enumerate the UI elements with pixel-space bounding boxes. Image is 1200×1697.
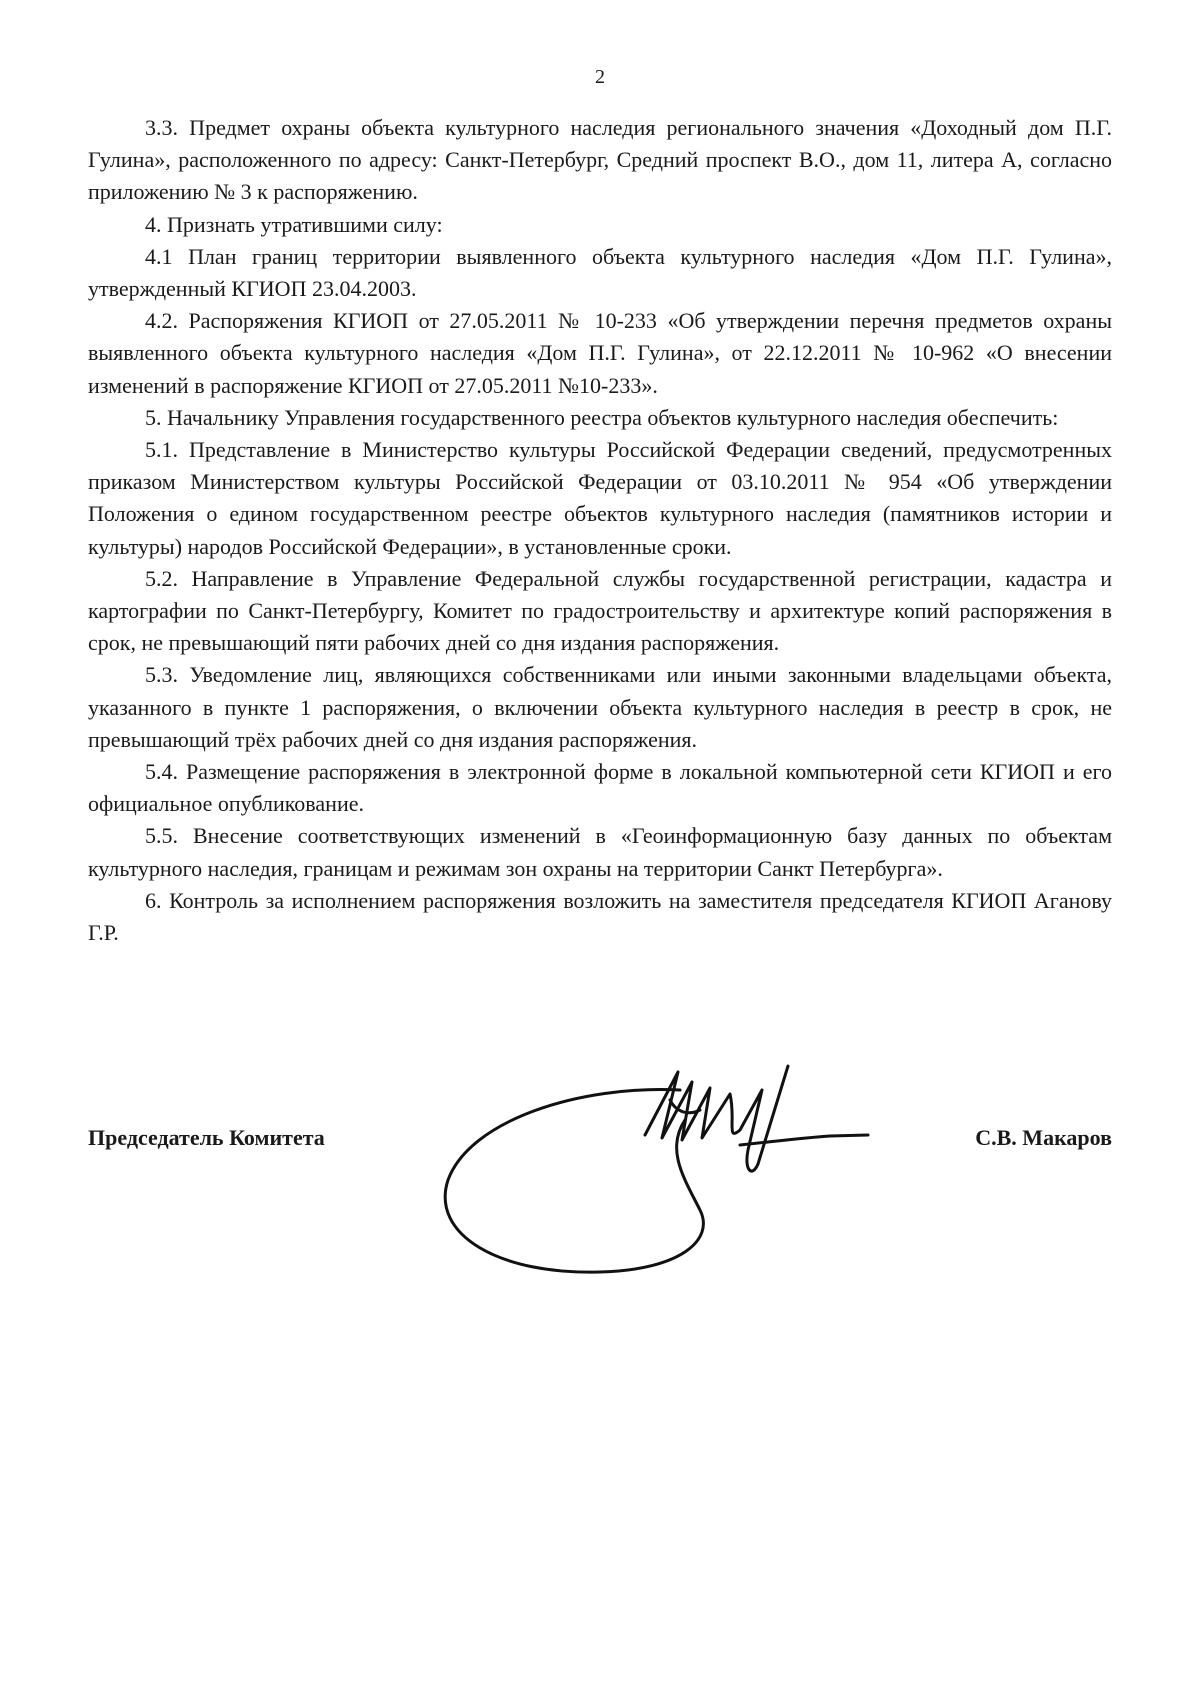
paragraph-5-3: 5.3. Уведомление лиц, являющихся собственниками или иными законными владельцами объекта, указанного в пункте 1 распоряжения, о включении объекта культурного наследия в реестр в срок, не превышающий трёх рабочих дней со дня издания распоряжения.	[88, 662, 1112, 752]
paragraph-5-5: 5.5. Внесение соответствующих изменений в «Геоинформационную базу данных по объектам культурного наследия, границам и режимам зон охраны на территории Санкт Петербурга».	[88, 823, 1112, 881]
paragraph-5-4: 5.4. Размещение распоряжения в электронной форме в локальной компьютерной сети КГИОП и его официальное опубликование.	[88, 759, 1112, 817]
paragraph-4-1: 4.1 План границ территории выявленного объекта культурного наследия «Дом П.Г. Гулина», утвержденный КГИОП 23.04.2003.	[88, 243, 1112, 302]
paragraph-5: 5. Начальнику Управления государственного реестра объектов культурного наследия обеспечить:	[145, 404, 1059, 430]
document-body	[88, 112, 1112, 949]
paragraph-4-2: 4.2. Распоряжения КГИОП от 27.05.2011 № 10-233 «Об утверждении перечня предметов охраны выявленного объекта культурного наследия «Дом П.Г. Гулина», от 22.12.2011 № 10-962 «О внесении изменений в распоряжение КГИОП от 27.05.2011 №10-233».	[88, 308, 1112, 398]
handwritten-signature	[430, 1060, 950, 1290]
signer-name: С.В. Макаров	[975, 1125, 1112, 1150]
paragraph-5-1: 5.1. Представление в Министерство культуры Российской Федерации сведений, предусмотренных приказом Министерством культуры Российской Федерации от 03.10.2011 № 954 «Об утверждении Положения о едином государственном реестре объектов культурного наследия (памятников истории и культуры) народов Российской Федерации», в установленные сроки.	[88, 437, 1112, 559]
signer-title: Председатель Комитета	[88, 1125, 325, 1150]
paragraph-6: 6. Контроль за исполнением распоряжения возложить на заместителя председателя КГИОП Аганову Г.Р.	[88, 887, 1112, 946]
paragraph-4: 4. Признать утратившими силу:	[145, 211, 443, 237]
paragraph-5-2: 5.2. Направление в Управление Федеральной службы государственной регистрации, кадастра и картографии по Санкт-Петербургу, Комитет по градостроительству и архитектуре копий распоряжения в срок, не превышающий пяти рабочих дней со дня издания распоряжения.	[88, 565, 1112, 656]
paragraph-3-3: 3.3. Предмет охраны объекта культурного наследия регионального значения «Доходный дом П.Г. Гулина», расположенного по адресу: Санкт-Петербург, Средний проспект В.О., дом 11, литера А, согласно приложению № 3 к распоряжению.	[88, 115, 1112, 205]
signature-block	[88, 1125, 1112, 1165]
page-number: 2	[595, 66, 605, 88]
